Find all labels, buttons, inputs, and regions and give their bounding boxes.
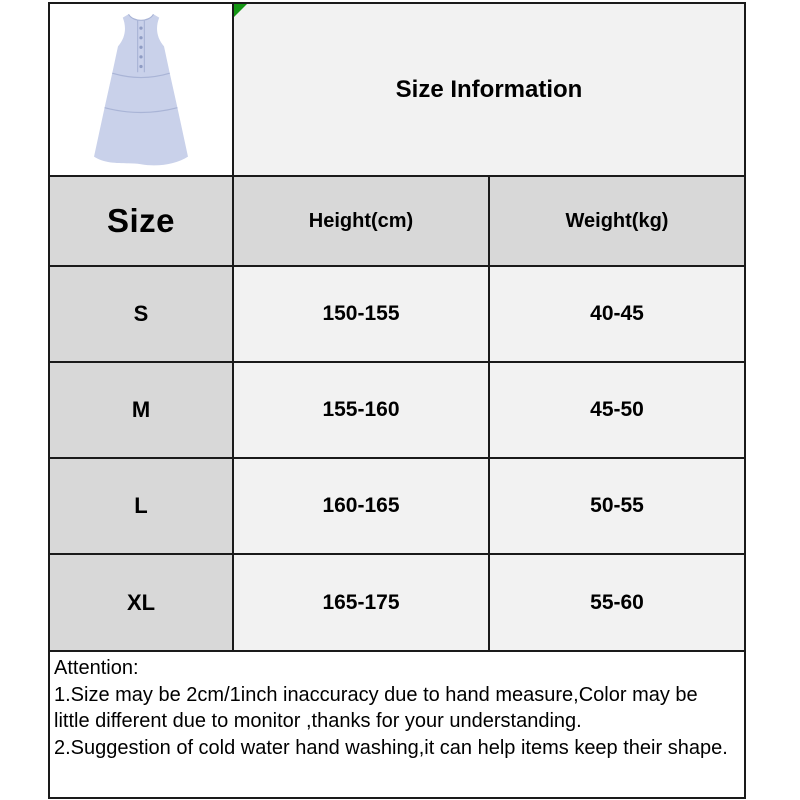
- row-xl-height-value: 165-175: [234, 555, 490, 652]
- row-xl-weight-value: 55-60: [490, 555, 744, 652]
- title-cell: [234, 4, 744, 177]
- column-header-height: Height(cm): [234, 177, 490, 267]
- product-photo-cell: [50, 4, 234, 177]
- column-header-size: Size: [50, 177, 234, 267]
- row-l-size-label: L: [50, 459, 234, 555]
- page-title: Size Information: [395, 75, 583, 103]
- dress-image: [88, 8, 194, 171]
- row-s-height-value: 150-155: [234, 267, 490, 363]
- row-xl-size-label: XL: [50, 555, 234, 652]
- size-table: [48, 2, 746, 799]
- attention-label: Attention:: [54, 657, 139, 679]
- row-s-weight-value: 40-45: [490, 267, 744, 363]
- column-header-weight: Weight(kg): [490, 177, 744, 267]
- row-m-weight-value: 45-50: [490, 363, 744, 459]
- row-l-height-value: 160-165: [234, 459, 490, 555]
- corner-marker-icon: [234, 4, 247, 17]
- attention-note-2: 2.Suggestion of cold water hand washing,it can help items keep their shape.: [54, 736, 728, 759]
- row-m-height-value: 155-160: [234, 363, 490, 459]
- attention-note-1: 1.Size may be 2cm/1inch inaccuracy due to hand measure,Color may be little different due to monitor ,thanks for your understanding.: [54, 683, 698, 732]
- row-m-size-label: M: [50, 363, 234, 459]
- row-l-weight-value: 50-55: [490, 459, 744, 555]
- row-s-size-label: S: [50, 267, 234, 363]
- attention-box: [50, 652, 744, 797]
